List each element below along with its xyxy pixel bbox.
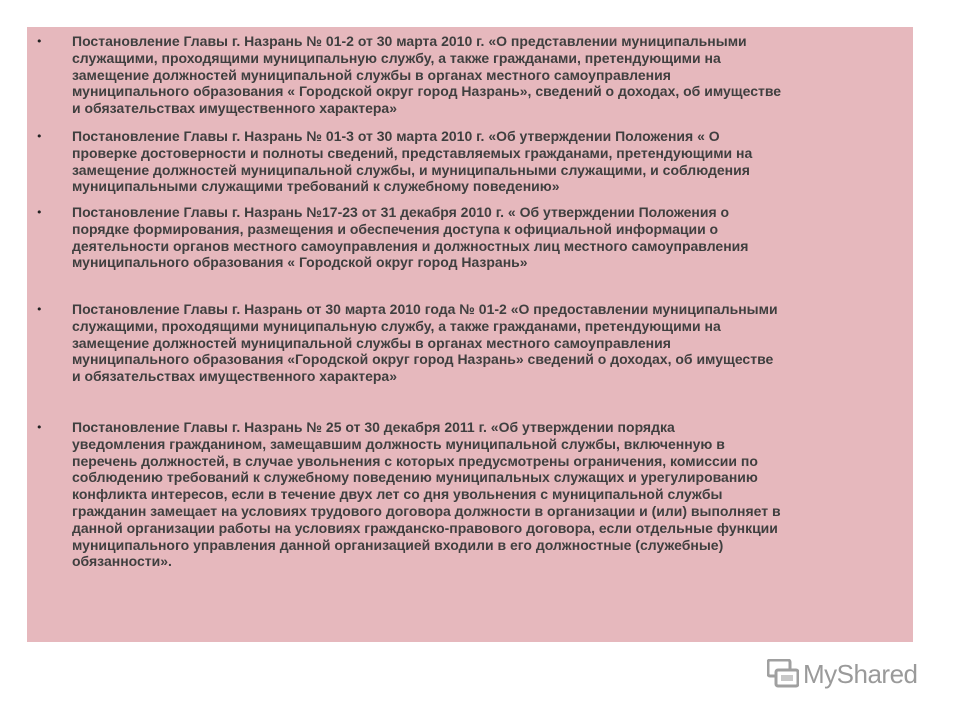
myshared-watermark: [767, 657, 927, 691]
list-item-text: Постановление Главы г. Назрань от 30 марта 2010 года № 01-2 «О предоставлении муниципальными служащими, проходящими муниципальную службу, а также гражданами, претендующими на замещение должностей муниципальной службы в органах местного самоуправления муниципального образования «Городской округ город Назрань» сведений о доходах, об имуществе и обязательствах имущественного характера»: [72, 301, 778, 385]
bullet-icon: •: [36, 206, 43, 219]
content-panel: [27, 27, 913, 642]
list-item-text: Постановление Главы г. Назрань № 01-2 от 30 марта 2010 г. «О представлении муниципальными служащими, проходящими муниципальную службу, а также гражданами, претендующими на замещение должностей муниципальной службы в органах местного самоуправления муниципального образования « Городской округ город Назрань», сведений о доходах, об имуществе и обязательствах имущественного характера»: [72, 33, 782, 117]
myshared-logo-icon: [767, 659, 799, 689]
bullet-icon: •: [36, 35, 43, 48]
list-item-text: Постановление Главы г. Назрань № 25 от 30 декабря 2011 г. «Об утверждении порядка уведомления гражданином, замещавшим должность муниципальной службы, включенную в перечень должностей, в случае увольнения с которых предусмотрены ограничения, комиссии по соблюдению требований к служебному поведению муниципальных служащих и урегулированию конфликта интересов, если в течение двух лет со дня увольнения с муниципальной службы гражданин замещает на условиях трудового договора должности в организации и (или) выполняет в данной организации работы на условиях гражданско-правового договора, если отдельные функции муниципального управления данной организацией входили в его должностные (служебные) обязанности».: [72, 419, 781, 570]
list-item-text: Постановление Главы г. Назрань № 01-3 от 30 марта 2010 г. «Об утверждении Положения « О проверке достоверности и полноты сведений, представляемых гражданами, претендующими на замещение должностей муниципальной службы, и муниципальными служащими, и соблюдения муниципальными служащими требований к служебному поведению»: [72, 128, 753, 195]
bullet-icon: •: [36, 421, 43, 434]
list-item-text: Постановление Главы г. Назрань №17-23 от 31 декабря 2010 г. « Об утверждении Положения о порядке формирования, размещения и обеспечения доступа к официальной информации о деятельности органов местного самоуправления и должностных лиц местного самоуправления муниципального образования « Городской округ город Назрань»: [72, 204, 749, 271]
watermark-logo-text: MyShared: [803, 659, 918, 689]
bullet-icon: •: [36, 303, 43, 316]
bullet-icon: •: [36, 130, 43, 143]
